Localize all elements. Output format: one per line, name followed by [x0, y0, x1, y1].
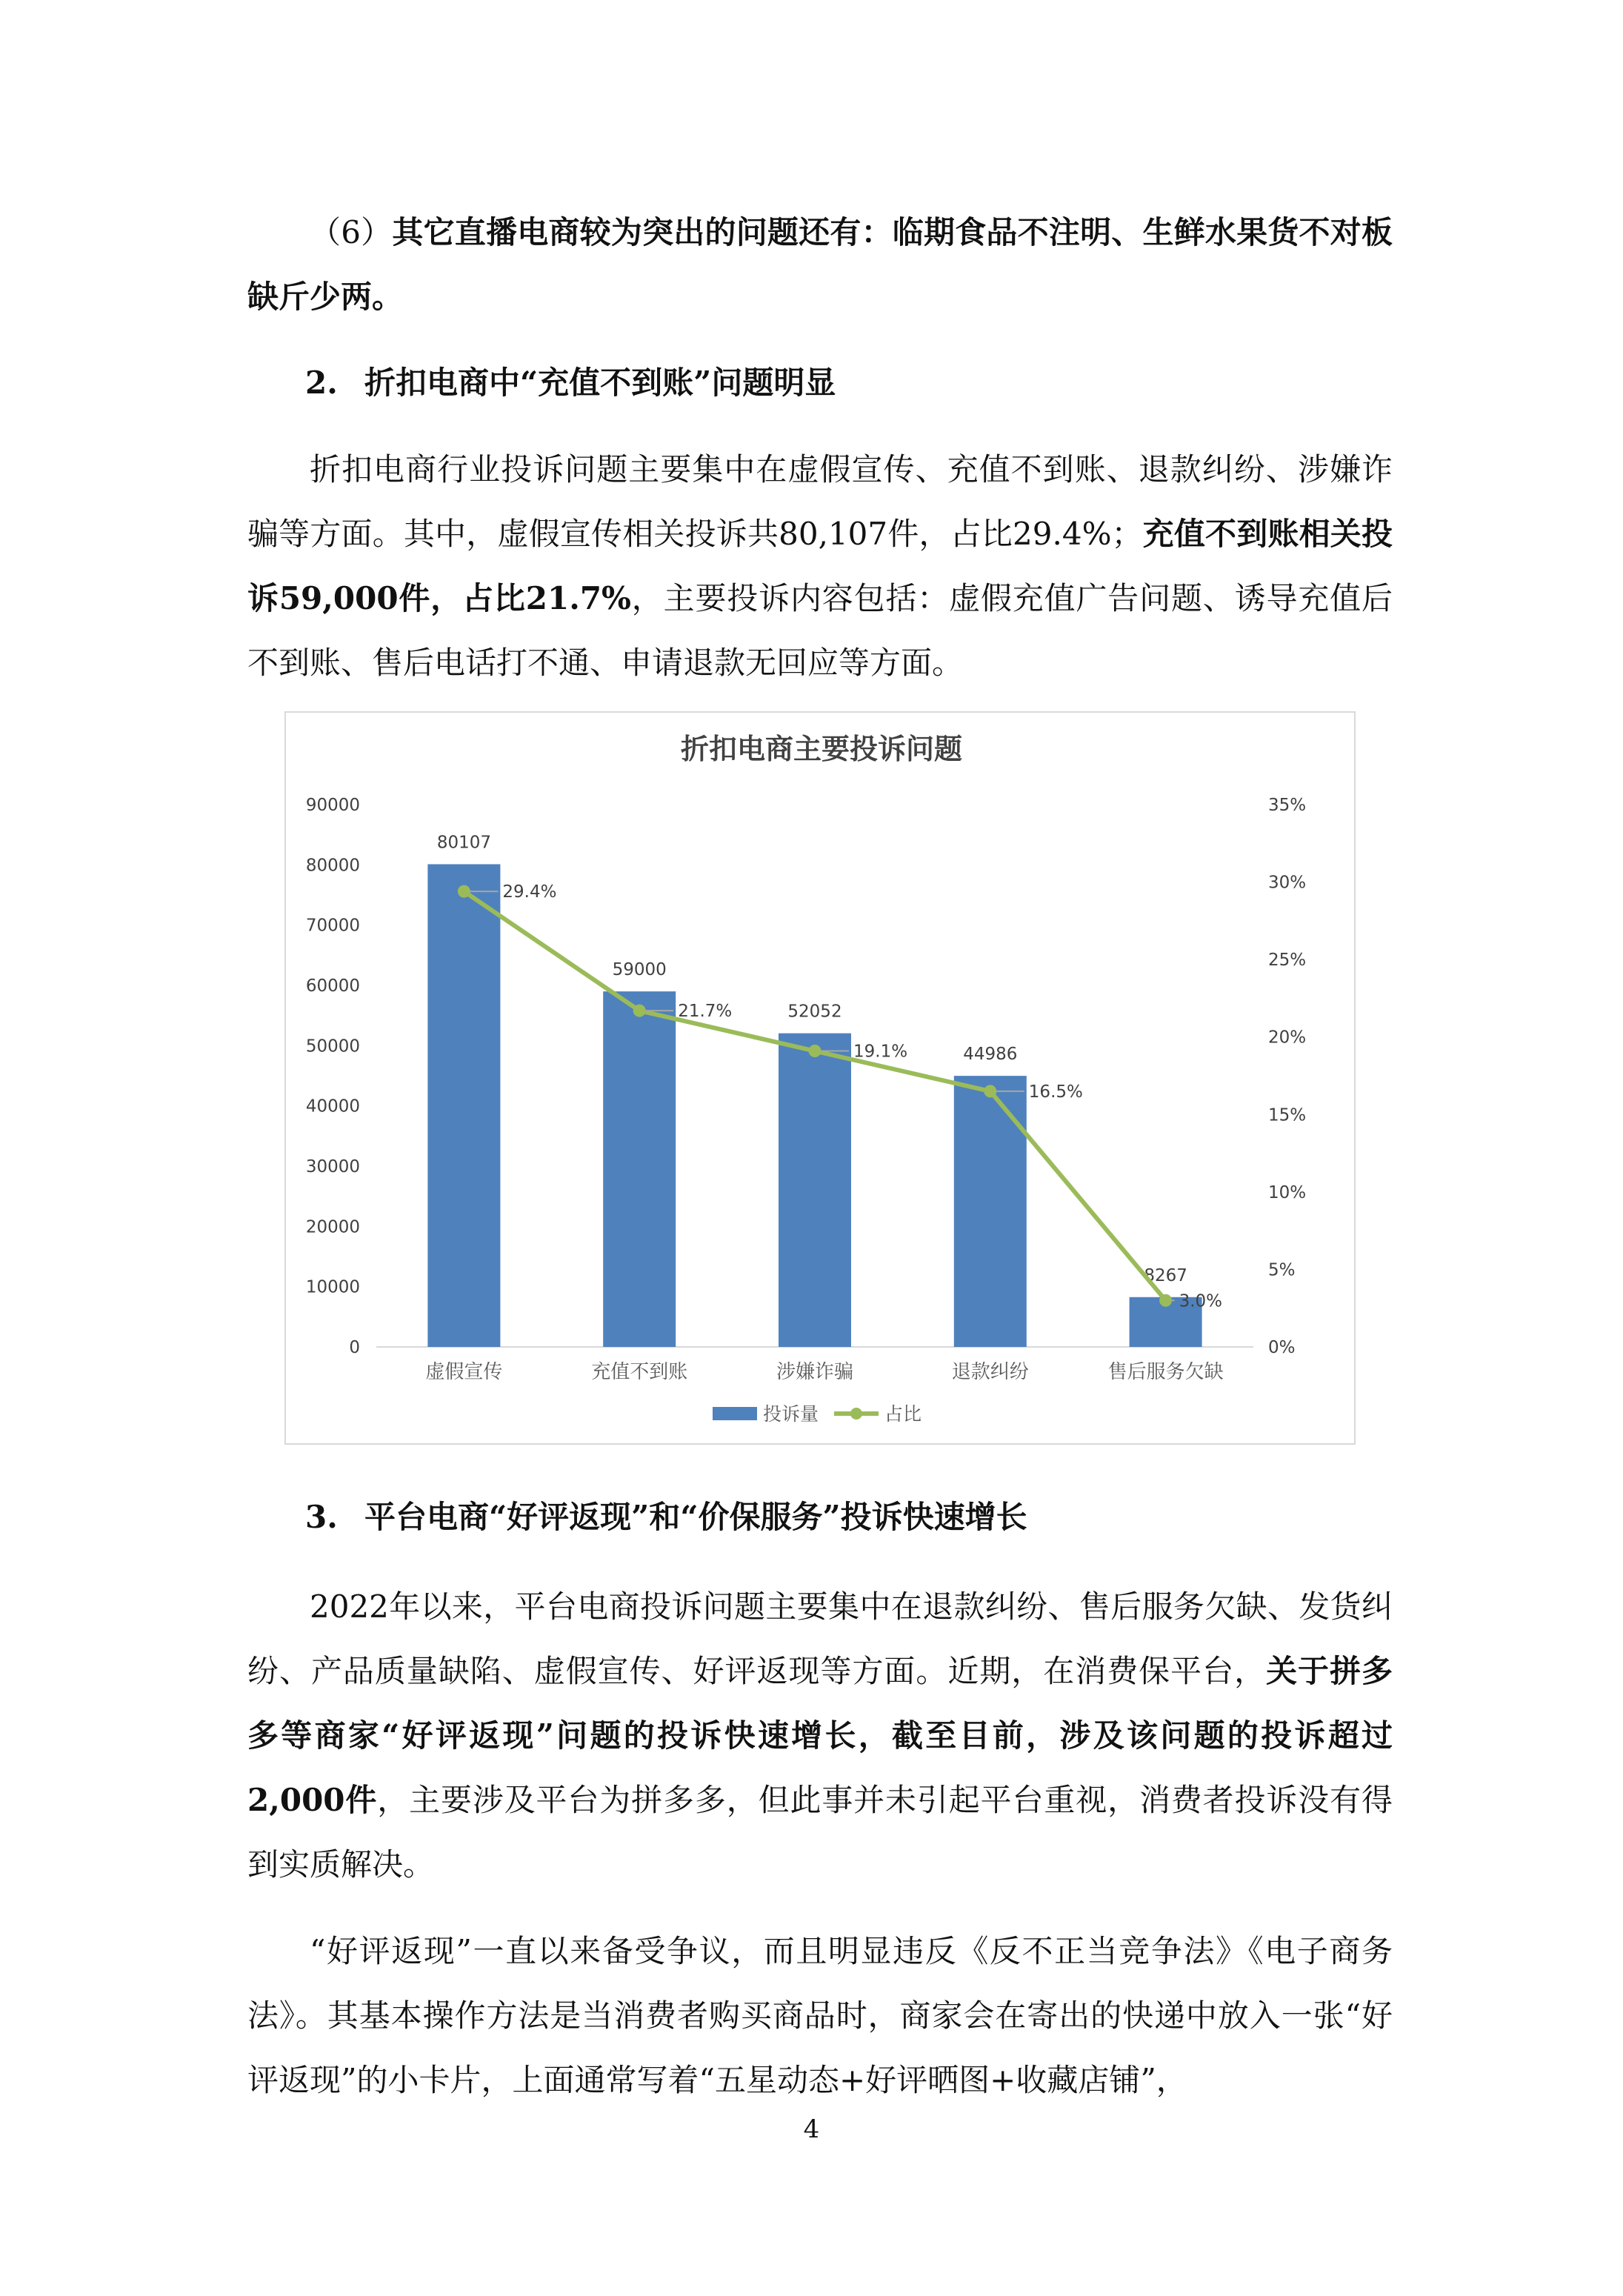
y2-tick-label: 30%: [1268, 873, 1307, 893]
x-tick-label: 售后服务欠缺: [1107, 1361, 1224, 1383]
y-tick-label: 50000: [305, 1036, 360, 1057]
line-point: [984, 1085, 996, 1097]
line-point: [458, 885, 470, 897]
legend-label-line: 占比: [884, 1403, 922, 1425]
y2-tick-label: 20%: [1268, 1028, 1307, 1048]
y2-tick-label: 0%: [1268, 1338, 1296, 1357]
heading-title: 折扣电商中“充值不到账”问题明显: [364, 365, 836, 401]
x-tick-label: 充值不到账: [591, 1361, 688, 1383]
y-tick-label: 90000: [305, 796, 360, 815]
line-data-label: 19.1%: [853, 1042, 908, 1062]
line-point: [633, 1005, 645, 1016]
bar-data-label: 8267: [1144, 1265, 1187, 1285]
x-tick-label: 涉嫌诈骗: [776, 1361, 854, 1383]
y2-tick-label: 25%: [1268, 951, 1307, 971]
paragraph-platform-ecommerce: [247, 1574, 1393, 1897]
bar-data-label: 44986: [963, 1045, 1018, 1065]
bar: [427, 864, 500, 1347]
y-tick-label: 40000: [305, 1097, 360, 1117]
y-tick-label: 0: [349, 1338, 360, 1357]
heading-title: 平台电商“好评返现”和“价保服务”投诉快速增长: [364, 1499, 1027, 1535]
bold-text: 关于拼多多等商家“好评返现”问题的投诉快速增长，截至目前，涉及该问题的投诉超过2,000件: [247, 1653, 1393, 1818]
paragraph-discount-ecommerce: [247, 437, 1393, 695]
x-tick-label: 虚假宣传: [425, 1361, 503, 1383]
section-heading-2: [305, 361, 836, 405]
list-marker: （6）: [310, 214, 393, 250]
y2-tick-label: 15%: [1268, 1105, 1307, 1125]
bar-data-label: 59000: [612, 960, 667, 980]
bar: [603, 991, 676, 1347]
y-tick-label: 10000: [305, 1277, 360, 1297]
line-data-label: 21.7%: [678, 1002, 733, 1022]
line-point: [1160, 1294, 1172, 1306]
y-tick-label: 20000: [305, 1217, 360, 1237]
paragraph-livestream-issues: [247, 200, 1393, 329]
chart-svg: [286, 713, 1357, 1446]
y-tick-label: 80000: [305, 856, 360, 876]
y-tick-label: 60000: [305, 976, 360, 996]
heading-number: 3.: [305, 1499, 338, 1535]
bar: [779, 1034, 851, 1347]
body-text: 2022年以来，平台电商投诉问题主要集中在退款纠纷、售后服务欠缺、发货纠纷、产品质量缺陷、虚假宣传、好评返现等方面。近期，在消费保平台，: [247, 1588, 1393, 1689]
complaint-chart: [284, 711, 1356, 1445]
heading-number: 2.: [305, 365, 338, 401]
bold-text: 其它直播电商较为突出的问题还有：临期食品不注明、生鲜水果货不对板缺斤少两。: [247, 214, 1393, 315]
line-data-label: 16.5%: [1028, 1082, 1083, 1102]
line-data-label: 3.0%: [1179, 1291, 1223, 1311]
line-data-label: 29.4%: [502, 882, 557, 902]
line-point: [809, 1045, 821, 1057]
y-tick-label: 30000: [305, 1157, 360, 1177]
chart-title: 折扣电商主要投诉问题: [680, 732, 963, 765]
y2-tick-label: 10%: [1268, 1182, 1307, 1202]
y-tick-label: 70000: [305, 916, 360, 936]
y2-tick-label: 35%: [1268, 796, 1307, 815]
bar-data-label: 80107: [436, 833, 491, 853]
paragraph-cashback: “好评返现”一直以来备受争议，而且明显违反《反不正当竞争法》《电子商务法》。其基本操作方法是当消费者购买商品时，商家会在寄出的快递中放入一张“好评返现”的小卡片，上面通常写着“五星动态+好评晒图+收藏店铺”，: [247, 1933, 1393, 2098]
bar-data-label: 52052: [787, 1002, 842, 1022]
legend-label-bars: 投诉量: [763, 1403, 819, 1425]
y2-tick-label: 5%: [1268, 1260, 1296, 1280]
page-number: 4: [803, 2114, 820, 2144]
legend-swatch-bars: [713, 1407, 757, 1420]
body-text: ，主要涉及平台为拼多多，但此事并未引起平台重视，消费者投诉没有得到实质解决。: [247, 1782, 1393, 1883]
bar: [954, 1076, 1027, 1347]
body-text: ，主要投诉内容包括：虚假充值广告问题、诱导充值后不到账、售后电话打不通、申请退款无回应等方面。: [247, 580, 1393, 681]
x-tick-label: 退款纠纷: [951, 1361, 1029, 1383]
bold-text: 充值不到账相关投诉59,000件，占比21.7%: [247, 516, 1393, 616]
section-heading-3: [305, 1495, 1027, 1540]
legend-swatch-marker: [850, 1408, 862, 1420]
body-text: 折扣电商行业投诉问题主要集中在虚假宣传、充值不到账、退款纠纷、涉嫌诈骗等方面。其中，虚假宣传相关投诉共80,107件，占比29.4%；: [247, 451, 1393, 552]
